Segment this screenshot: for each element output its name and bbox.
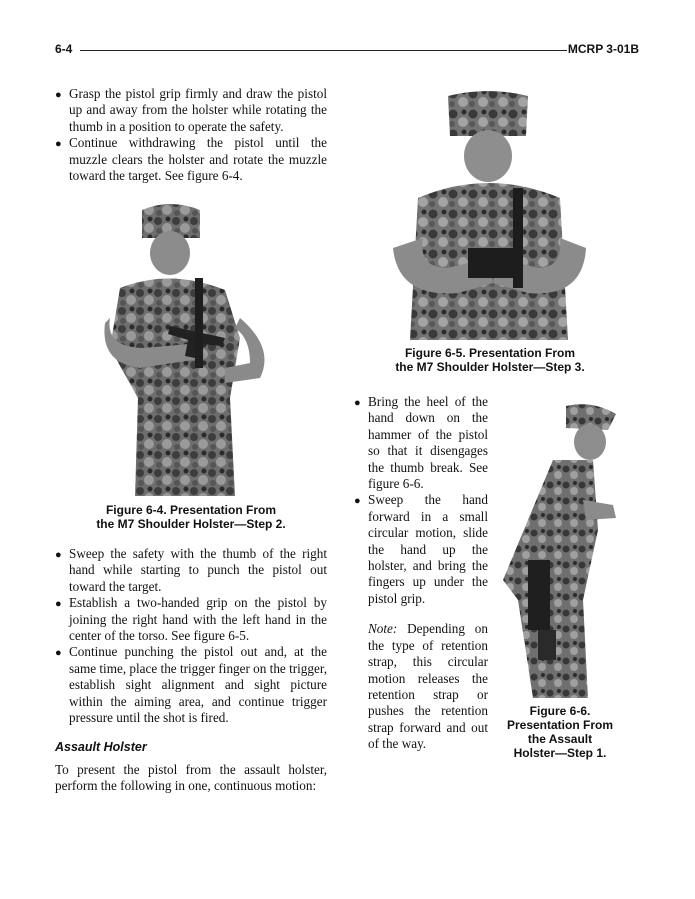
top-bullet-list	[55, 86, 327, 184]
bullet-item: ● Sweep the safety with the thumb of the right hand while starting to punch the pistol out toward the target.	[55, 546, 327, 595]
caption-line: Holster—Step 1.	[513, 746, 607, 760]
note	[354, 621, 488, 752]
document-id: MCRP 3-01B	[567, 42, 639, 56]
bullet-item: ● Continue withdrawing the pistol until the muzzle clears the holster and rotate the muzzle toward the target. See figure 6-4.	[55, 135, 327, 184]
bottom-bullet-list	[55, 546, 327, 726]
figure-6-5-caption	[370, 346, 610, 374]
caption-line: the M7 Shoulder Holster—Step 3.	[395, 360, 585, 374]
right-bullet-list	[354, 394, 488, 753]
caption-line: Figure 6-6.	[529, 704, 591, 718]
bullet-item: ● Grasp the pistol grip firmly and draw the pistol up and away from the holster while rotating the thumb in a position to operate the safety.	[55, 86, 327, 135]
bullet-item: ● Continue punching the pistol out and, at the same time, place the trigger finger on the trigger, establish sight alignment and sight picture within the aiming area, and continue trigger pressure until the shot is fired.	[55, 644, 327, 726]
section-heading: Assault Holster	[55, 740, 147, 754]
figure-6-4-caption	[60, 503, 322, 531]
caption-line: Figure 6-5. Presentation From	[404, 346, 576, 360]
bullet-item: ● Sweep the hand forward in a small circular motion, slide the hand up the holster, and bring the fingers up under the pistol grip.	[354, 492, 488, 607]
figure-6-6-caption	[498, 704, 622, 760]
figure-6-6-photo	[498, 400, 628, 698]
bullet-item: ● Establish a two-handed grip on the pistol by joining the right hand with the left hand in the center of the torso. See figure 6-5.	[55, 595, 327, 644]
caption-line: the M7 Shoulder Holster—Step 2.	[96, 517, 286, 531]
header-rule	[80, 50, 567, 51]
bullet-item: ● Bring the heel of the hand down on the hammer of the pistol so that it disengages the thumb break. See figure 6-6.	[354, 394, 488, 492]
caption-line: Figure 6-4. Presentation From	[105, 503, 277, 517]
caption-line: the Assault	[527, 732, 593, 746]
figure-6-4-photo	[100, 198, 284, 496]
note-text: Depending on the type of retention strap, this circular motion releases the retention strap or pushes the retention strap forward and out of the way.	[368, 621, 488, 752]
figure-6-5-photo	[388, 88, 592, 340]
page-number: 6-4	[55, 42, 73, 56]
caption-line: Presentation From	[506, 718, 614, 732]
note-label: Note:	[368, 621, 398, 637]
section-intro: To present the pistol from the assault holster, perform the following in one, continuous motion:	[55, 762, 327, 794]
